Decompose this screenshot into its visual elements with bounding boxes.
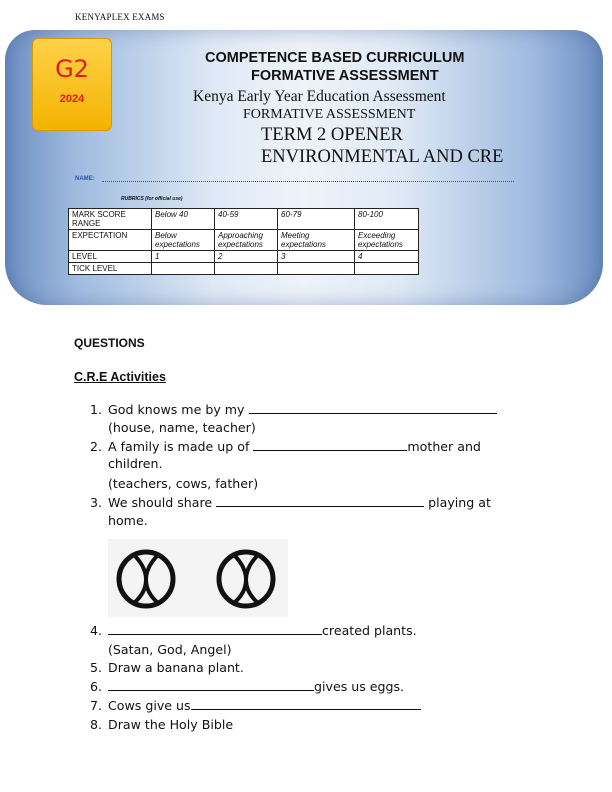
answer-blank[interactable] <box>108 623 322 635</box>
title-line-3: Kenya Early Year Education Assessment <box>193 88 446 105</box>
table-cell: 80-100 <box>355 209 419 230</box>
table-cell: 2 <box>215 251 278 263</box>
row-label: LEVEL <box>69 251 152 263</box>
table-cell: Approaching expectations <box>215 230 278 251</box>
title-line-5: TERM 2 OPENER <box>261 125 403 145</box>
answer-blank[interactable] <box>253 439 407 451</box>
questions-heading: QUESTIONS <box>74 336 145 350</box>
table-cell: 1 <box>152 251 215 263</box>
title-line-6: ENVIRONMENTAL AND CRE <box>261 147 504 167</box>
question-number: 4. <box>90 623 103 638</box>
rubrics-label: RUBRICS (for official use) <box>121 196 183 202</box>
title-line-2: FORMATIVE ASSESSMENT <box>251 68 439 84</box>
rubric-table <box>68 208 419 275</box>
grade-label: G2 <box>55 55 89 83</box>
year-label: 2024 <box>59 93 85 105</box>
table-cell: 40-59 <box>215 209 278 230</box>
question-3 <box>108 495 491 510</box>
title-banner <box>5 30 603 305</box>
question-8: Draw the Holy Bible <box>108 717 234 732</box>
question-text: A family is made up of <box>108 439 254 454</box>
question-1 <box>108 402 497 417</box>
tick-cell[interactable] <box>152 263 215 275</box>
question-2 <box>108 439 481 454</box>
answer-blank[interactable] <box>216 495 424 507</box>
table-cell: Exceeding expectations <box>355 230 419 251</box>
table-cell: Meeting expectations <box>278 230 355 251</box>
tick-cell[interactable] <box>278 263 355 275</box>
table-row <box>69 230 419 251</box>
question-text: Cows give us <box>108 698 191 713</box>
brand-label: KENYAPLEX EXAMS <box>75 12 165 22</box>
grade-badge <box>32 38 112 131</box>
question-number: 3. <box>90 495 103 510</box>
table-row <box>69 209 419 230</box>
question-number: 1. <box>90 402 103 417</box>
row-label: MARK SCORE RANGE <box>69 209 152 230</box>
question-7 <box>108 698 421 713</box>
question-text: God knows me by my <box>108 402 249 417</box>
table-row <box>69 251 419 263</box>
section-heading: C.R.E Activities <box>74 370 166 384</box>
question-text: created plants. <box>322 623 417 638</box>
question-text: We should share <box>108 495 217 510</box>
question-5: Draw a banana plant. <box>108 660 244 675</box>
table-cell: 3 <box>278 251 355 263</box>
table-cell: Below 40 <box>152 209 215 230</box>
question-options: (Satan, God, Angel) <box>108 642 232 657</box>
question-text: gives us eggs. <box>314 679 405 694</box>
question-text: playing at <box>424 495 491 510</box>
name-label: NAME: <box>75 176 95 182</box>
row-label: TICK LEVEL <box>69 263 152 275</box>
question-number: 6. <box>90 679 103 694</box>
table-row <box>69 263 419 275</box>
question-4 <box>108 623 417 638</box>
title-line-1: COMPETENCE BASED CURRICULUM <box>205 50 465 66</box>
question-options: (house, name, teacher) <box>108 420 256 435</box>
title-line-4: FORMATIVE ASSESSMENT <box>243 107 416 122</box>
question-6 <box>108 679 404 694</box>
table-cell: Below expectations <box>152 230 215 251</box>
question-continuation: home. <box>108 513 148 528</box>
tick-cell[interactable] <box>215 263 278 275</box>
name-field[interactable] <box>102 181 514 182</box>
table-cell: 60-79 <box>278 209 355 230</box>
row-label: EXPECTATION <box>69 230 152 251</box>
balls-illustration <box>108 539 288 617</box>
table-cell: 4 <box>355 251 419 263</box>
question-continuation: children. <box>108 456 163 471</box>
answer-blank[interactable] <box>108 679 314 691</box>
question-number: 7. <box>90 698 103 713</box>
answer-blank[interactable] <box>249 402 497 414</box>
question-number: 8. <box>90 717 103 732</box>
question-options: (teachers, cows, father) <box>108 476 259 491</box>
question-number: 5. <box>90 660 103 675</box>
answer-blank[interactable] <box>191 698 421 710</box>
tick-cell[interactable] <box>355 263 419 275</box>
question-number: 2. <box>90 439 103 454</box>
question-text: mother and <box>407 439 481 454</box>
